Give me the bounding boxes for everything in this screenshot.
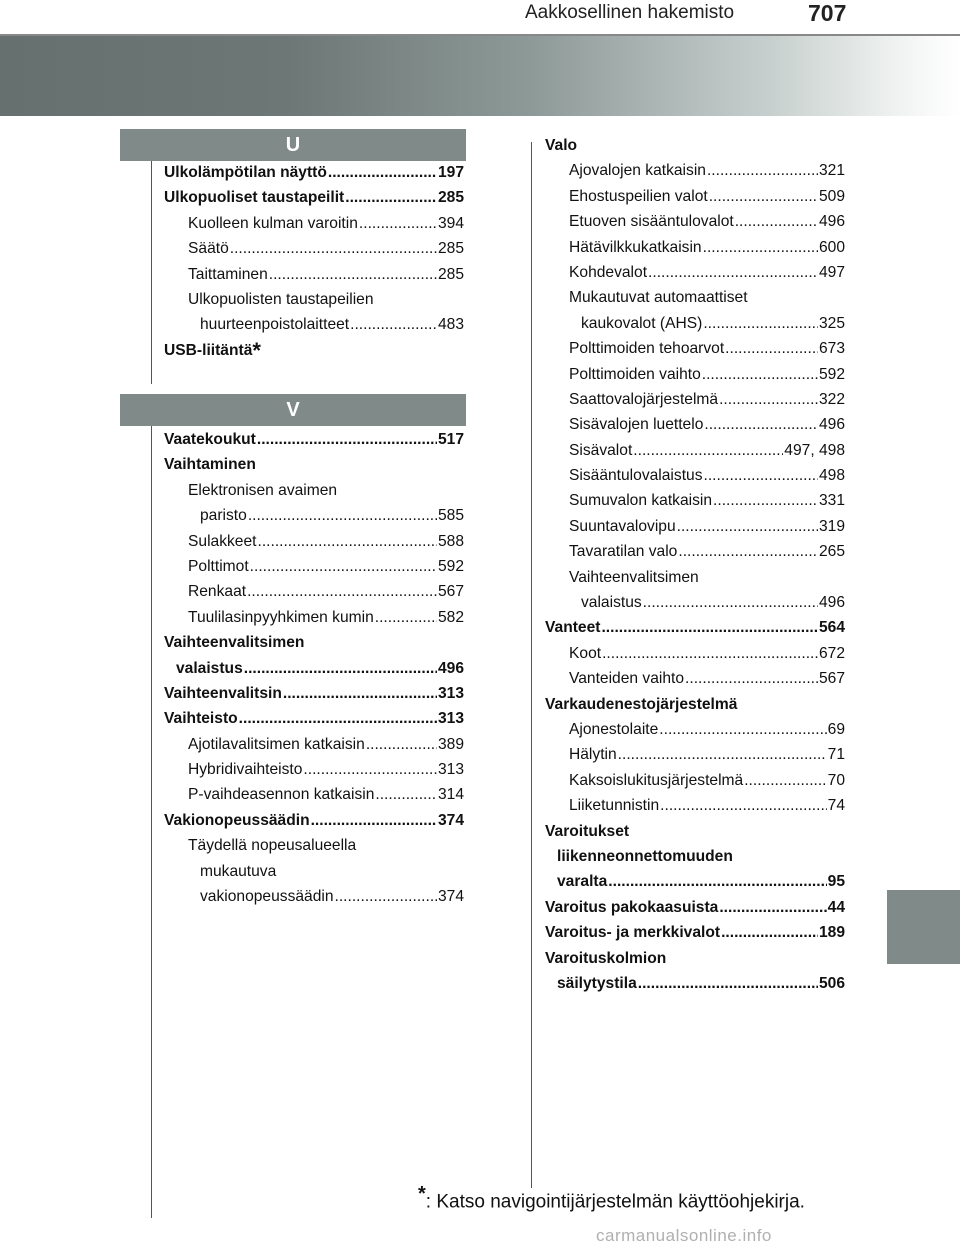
footnote-text: : Katso navigointijärjestelmän käyttöohjekirja. <box>425 1191 805 1213</box>
index-entry: Ulkopuoliset taustapeilit ..... 285 <box>164 185 464 210</box>
page-number: 707 <box>808 0 847 26</box>
index-entry: Elektronisen avaimen <box>188 481 338 499</box>
footnote-asterisk: * <box>418 1183 426 1205</box>
index-entry: Saattovalojärjestelmä ..... 322 <box>545 387 845 412</box>
index-entry: Polttimoiden vaihto ..... 592 <box>545 362 845 387</box>
index-entry: Täydellä nopeusalueella <box>188 837 357 855</box>
index-entry: Varoitukset <box>545 822 630 840</box>
index-entry: kaukovalot (AHS) ..... 325 <box>545 311 845 336</box>
index-entry: paristo ..... 585 <box>164 503 464 528</box>
index-entry: Hybridivaihteisto ..... 313 <box>164 757 464 782</box>
index-entry: Sisävalojen luettelo ..... 496 <box>545 412 845 437</box>
index-entry: Renkaat ..... 567 <box>164 579 464 604</box>
index-entry: varalta ..... 95 <box>545 869 845 894</box>
index-entry: Ajonestolaite ..... 69 <box>545 717 845 742</box>
index-entry: Mukautuvat automaattiset <box>569 289 748 307</box>
header-banner <box>0 36 960 116</box>
index-entry: huurteenpoistolaitteet ..... 483 <box>164 312 464 337</box>
index-entry: Vanteet ..... 564 <box>545 615 845 640</box>
index-entry: Ehostuspeilien valot ..... 509 <box>545 184 845 209</box>
index-entry: Polttimoiden tehoarvot ..... 673 <box>545 336 845 361</box>
index-entry: Hälytin ..... 71 <box>545 742 845 767</box>
index-entry: Sisääntulovalaistus ..... 498 <box>545 463 845 488</box>
index-entry: Hätävilkkukatkaisin ..... 600 <box>545 235 845 260</box>
index-entry: Varkaudenestojärjestelmä <box>545 695 738 713</box>
watermark: carmanualsonline.info <box>596 1226 772 1245</box>
footnote <box>418 1183 805 1213</box>
index-entry: Vaihteenvalitsimen <box>164 634 305 652</box>
index-entry: Sumuvalon katkaisin ..... 331 <box>545 488 845 513</box>
index-entry: Tavaratilan valo ..... 265 <box>545 539 845 564</box>
index-entry: Vanteiden vaihto ..... 567 <box>545 666 845 691</box>
index-entry: Vaatekoukut ..... 517 <box>164 427 464 452</box>
index-entry: Vaihtaminen <box>164 456 256 474</box>
index-column-v <box>164 427 464 909</box>
column-divider-center <box>531 142 532 1188</box>
section-letter-u: U <box>120 129 466 161</box>
index-entry: Kuolleen kulman varoitin ..... 394 <box>164 211 464 236</box>
index-entry: Koot ..... 672 <box>545 641 845 666</box>
section-letter-v: V <box>120 394 466 426</box>
index-entry: Ajovalojen katkaisin ..... 321 <box>545 158 845 183</box>
index-entry: Sulakkeet ..... 588 <box>164 529 464 554</box>
index-entry: Taittaminen ..... 285 <box>164 262 464 287</box>
index-entry: Varoitus- ja merkkivalot ..... 189 <box>545 920 845 945</box>
index-entry: säilytystila ..... 506 <box>545 971 845 996</box>
index-column-u <box>164 160 464 363</box>
index-entry: Ajotilavalitsimen katkaisin ..... 389 <box>164 732 464 757</box>
index-entry: Vakionopeussäädin ..... 374 <box>164 808 464 833</box>
index-entry: Etuoven sisääntulovalot ..... 496 <box>545 209 845 234</box>
index-entry: Vaihteisto ..... 313 <box>164 706 464 731</box>
index-entry: Liiketunnistin ..... 74 <box>545 793 845 818</box>
index-entry: Säätö ..... 285 <box>164 236 464 261</box>
section-thumb-tab <box>887 890 960 964</box>
index-entry: mukautuva <box>200 862 277 880</box>
index-entry: Ulkopuolisten taustapeilien <box>188 290 374 308</box>
footnote-mark: * <box>252 337 261 363</box>
index-entry: Suuntavalovipu ..... 319 <box>545 514 845 539</box>
index-entry: Polttimot ..... 592 <box>164 554 464 579</box>
index-entry: Tuulilasinpyyhkimen kumin ..... 582 <box>164 605 464 630</box>
column-divider-u <box>151 160 152 384</box>
index-entry: Varoituskolmion <box>545 949 667 967</box>
index-entry: valaistus ..... 496 <box>545 590 845 615</box>
index-entry: Valo <box>545 137 578 154</box>
index-entry: Kohdevalot ..... 497 <box>545 260 845 285</box>
index-entry: Kaksoislukitusjärjestelmä ..... 70 <box>545 768 845 793</box>
running-header-title: Aakkosellinen hakemisto <box>525 2 735 23</box>
index-entry: USB-liitäntä * <box>164 337 261 363</box>
index-entry: Vaihteenvalitsin ..... 313 <box>164 681 464 706</box>
index-entry: Varoitus pakokaasuista ..... 44 <box>545 895 845 920</box>
index-entry: Vaihteenvalitsimen <box>569 568 699 586</box>
index-entry: Ulkolämpötilan näyttö ..... 197 <box>164 160 464 185</box>
index-entry: valaistus ..... 496 <box>164 656 464 681</box>
index-entry: vakionopeussäädin ..... 374 <box>164 884 464 909</box>
index-entry: Sisävalot ..... 497, 498 <box>545 438 845 463</box>
index-column-right <box>545 133 845 996</box>
index-entry: P-vaihdeasennon katkaisin ..... 314 <box>164 782 464 807</box>
index-entry: liikenneonnettomuuden <box>557 847 733 865</box>
column-divider-v <box>151 426 152 1218</box>
